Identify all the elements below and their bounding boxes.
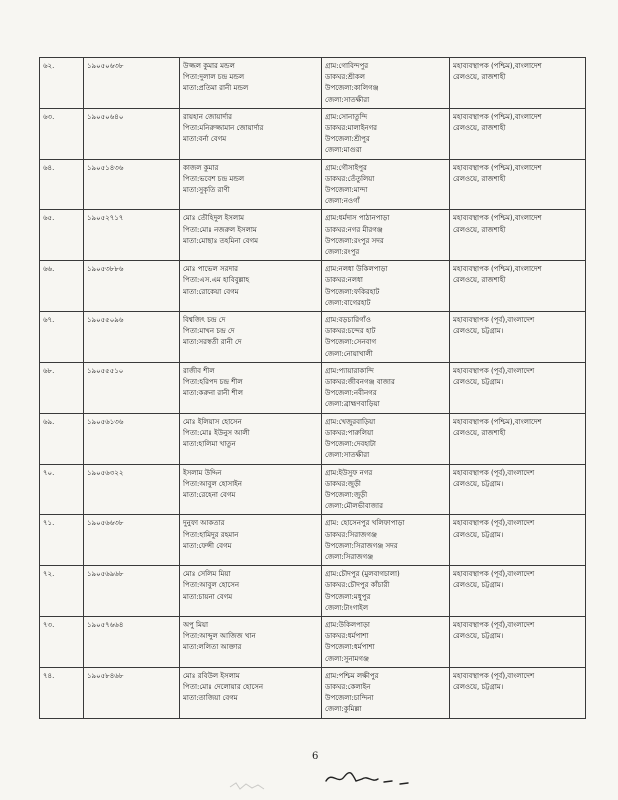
address-cell-line: উপজেলা:কালিগঞ্জ xyxy=(325,84,379,93)
address-cell xyxy=(322,667,450,718)
candidate-table-body xyxy=(40,58,586,719)
posting-cell xyxy=(450,616,586,667)
address-cell-line: ডাকঘর:নগর মীরগঞ্জ xyxy=(325,225,383,234)
serial-number-cell: ৬৪. xyxy=(40,159,84,210)
posting-cell xyxy=(450,159,586,210)
name-cell xyxy=(180,159,322,210)
address-cell-line: ডাকঘর:চন্দের হাট xyxy=(325,327,376,336)
address-cell xyxy=(322,515,450,566)
posting-cell-line: মহাব্যবস্থাপক (পূর্ব),বাংলাদেশ xyxy=(453,316,535,325)
posting-cell-line: মহাব্যবস্থাপক (পশ্চিম),বাংলাদেশ xyxy=(453,214,542,223)
serial-number-cell: ৬৮. xyxy=(40,362,84,413)
address-cell-line: জেলা:সুনামগঞ্জ xyxy=(325,654,369,663)
address-cell-line: গ্রাম:বড়চারিগাঁও xyxy=(325,316,371,325)
serial-number-cell: ৬২. xyxy=(40,58,84,109)
table-row xyxy=(40,616,586,667)
serial-number-cell: ৬৯. xyxy=(40,413,84,464)
address-cell-line: গ্রাম:চৌদপুর (মুলবাগচালা) xyxy=(325,570,400,579)
serial-number-cell: ৭৪. xyxy=(40,667,84,718)
name-cell-line: পিতা:মোঃ ইউনুস আলী xyxy=(183,428,250,437)
name-cell xyxy=(180,210,322,261)
address-cell xyxy=(322,261,450,312)
roll-number-cell: ১৯০৫২৭১৭ xyxy=(84,210,180,261)
name-cell xyxy=(180,515,322,566)
table-row xyxy=(40,108,586,159)
posting-cell-line: রেলওয়ে, চট্টগ্রাম। xyxy=(453,327,504,336)
posting-cell-line: মহাব্যবস্থাপক (পূর্ব),বাংলাদেশ xyxy=(453,570,535,579)
serial-number-cell: ৭৩. xyxy=(40,616,84,667)
address-cell-line: গ্রাম:গোবিন্দপুর xyxy=(325,62,369,70)
name-cell-line: মাতা:মোছাঃ তহমিনা বেগম xyxy=(183,236,259,245)
serial-number-cell: ৭১. xyxy=(40,515,84,566)
table-row xyxy=(40,566,586,617)
serial-number-cell: ৬৩. xyxy=(40,108,84,159)
signature-scribble xyxy=(322,767,412,789)
candidate-table xyxy=(39,57,586,719)
address-cell-line: ডাকঘর:পারুলিয়া xyxy=(325,428,374,437)
address-cell-line: উপজেলা:ফকিরহাট xyxy=(325,287,380,296)
posting-cell xyxy=(450,413,586,464)
name-cell-line: মাতা:তাজিয়া বেগম xyxy=(183,694,238,703)
address-cell xyxy=(322,464,450,515)
posting-cell-line: রেলওয়ে, রাজশাহী xyxy=(453,124,506,133)
posting-cell xyxy=(450,108,586,159)
posting-cell-line: মহাব্যবস্থাপক (পূর্ব),বাংলাদেশ xyxy=(453,519,535,528)
posting-cell xyxy=(450,464,586,515)
name-cell-line: ইসলাম উদ্দিন xyxy=(183,468,222,477)
address-cell-line: জেলা:মৌলভীবাজার xyxy=(325,502,383,511)
address-cell-line: জেলা:কুমিল্লা xyxy=(325,705,362,714)
address-cell-line: উপজেলা:সেনবাগ xyxy=(325,338,377,347)
posting-cell-line: মহাব্যবস্থাপক (পূর্ব),বাংলাদেশ xyxy=(453,671,535,680)
address-cell-line: উপজেলা:মধুপুর xyxy=(325,592,371,601)
name-cell-line: পিতা:মাখন চন্দ্র দে xyxy=(183,327,235,336)
posting-cell-line: রেলওয়ে, রাজশাহী xyxy=(453,73,506,82)
posting-cell xyxy=(450,210,586,261)
address-cell-line: গ্রাম:ইউসুফ নগর xyxy=(325,468,373,477)
name-cell-line: পিতা:দুলাল চন্দ্র মন্ডল xyxy=(183,73,245,82)
address-cell-line: জেলা:নওগাঁ xyxy=(325,197,360,206)
address-cell-line: উপজেলা:দেবহাটা xyxy=(325,440,376,449)
roll-number-cell: ১৯০৫৬৩২২ xyxy=(84,464,180,515)
roll-number-cell: ১৯০৫৬৯৬৮ xyxy=(84,566,180,617)
name-cell-line: কাজল কুমার xyxy=(183,163,219,172)
posting-cell xyxy=(450,566,586,617)
table-row xyxy=(40,413,586,464)
posting-cell-line: মহাব্যবস্থাপক (পশ্চিম),বাংলাদেশ xyxy=(453,417,542,426)
address-cell-line: জেলা:মাগুরা xyxy=(325,146,362,155)
name-cell-line: পিতা:মনিরুজ্জামান জোয়ার্দার xyxy=(183,124,264,133)
roll-number-cell: ১৯০৫০৬৪০ xyxy=(84,108,180,159)
posting-cell-line: মহাব্যবস্থাপক (পশ্চিম),বাংলাদেশ xyxy=(453,163,542,172)
roll-number-cell: ১৯০৫৬৬৩৮ xyxy=(84,515,180,566)
posting-cell xyxy=(450,58,586,109)
address-cell-line: উপজেলা:মান্দা xyxy=(325,186,368,195)
name-cell xyxy=(180,413,322,464)
address-cell-line: ডাকঘর:জুড়ী xyxy=(325,479,361,488)
table-row xyxy=(40,464,586,515)
name-cell xyxy=(180,566,322,617)
posting-cell-line: মহাব্যবস্থাপক (পশ্চিম),বাংলাদেশ xyxy=(453,112,542,121)
address-cell-line: জেলা:সাতক্ষীরা xyxy=(325,95,370,104)
roll-number-cell: ১৯০৫৫৫১০ xyxy=(84,362,180,413)
address-cell-line: ডাকঘর:মালাইনগর xyxy=(325,124,378,133)
name-cell xyxy=(180,312,322,363)
address-cell-line: উপজেলা:জুড়ী xyxy=(325,490,368,499)
address-cell-line: গ্রাম:উকিলপাড়া xyxy=(325,620,370,629)
address-cell xyxy=(322,108,450,159)
posting-cell-line: মহাব্যবস্থাপক (পশ্চিম),বাংলাদেশ xyxy=(453,62,542,70)
address-cell-line: ডাকঘর:তেঁতুলিয়া xyxy=(325,174,375,183)
posting-cell xyxy=(450,667,586,718)
name-cell xyxy=(180,616,322,667)
address-cell-line: গ্রাম: হোসেনপুর খলিফাপাড়া xyxy=(325,519,405,528)
name-cell-line: রাজীব শীল xyxy=(183,366,215,375)
name-cell-line: মোঃ সেলিম মিয়া xyxy=(183,570,231,579)
name-cell-line: মাতা:প্রতিমা রানী মন্ডল xyxy=(183,84,249,93)
name-cell-line: পিতা:হামিদুর রহমান xyxy=(183,530,239,539)
name-cell xyxy=(180,464,322,515)
serial-number-cell: ৭২. xyxy=(40,566,84,617)
address-cell-line: গ্রাম:ধর্মদাস পাঠানপাড়া xyxy=(325,214,390,223)
address-cell-line: ডাকঘর:জীবনগঞ্জ বাজার xyxy=(325,378,395,387)
address-cell-line: জেলা:টাংগাইল xyxy=(325,603,369,612)
serial-number-cell: ৬৬. xyxy=(40,261,84,312)
name-cell-line: উজ্জল কুমার মন্ডল xyxy=(183,62,235,70)
address-cell-line: গ্রাম:পশ্চিম লক্ষীপুর xyxy=(325,671,379,680)
address-cell-line: ডাকঘর:চৌদপুর কাঁচারী xyxy=(325,581,390,590)
page-number: 6 xyxy=(312,751,319,762)
name-cell-line: পিতা:হরিপদ চন্দ্র শীল xyxy=(183,378,243,387)
address-cell-line: উপজেলা:শ্রীপুর xyxy=(325,135,370,144)
name-cell xyxy=(180,362,322,413)
name-cell-line: পিতা:আব্দুল আজিজ খান xyxy=(183,632,256,641)
address-cell xyxy=(322,362,450,413)
posting-cell-line: রেলওয়ে, রাজশাহী xyxy=(453,174,506,183)
table-row xyxy=(40,58,586,109)
name-cell xyxy=(180,108,322,159)
name-cell-line: মোঃ তৌহিদুল ইসলাম xyxy=(183,214,245,223)
address-cell-line: উপজেলা:নবীনগর xyxy=(325,389,377,398)
table-row xyxy=(40,362,586,413)
name-cell xyxy=(180,58,322,109)
address-cell-line: গ্রাম:সোনাতুন্দি xyxy=(325,112,368,121)
address-cell xyxy=(322,58,450,109)
roll-number-cell: ১৯০৫৫০৯৬ xyxy=(84,312,180,363)
address-cell xyxy=(322,312,450,363)
table-row xyxy=(40,667,586,718)
address-cell-line: ডাকঘর:কেলাইন xyxy=(325,682,371,691)
address-cell-line: উপজেলা:রংপুর সদর xyxy=(325,236,384,245)
name-cell-line: পিতা:মোঃ নজরুল ইসলাম xyxy=(183,225,257,234)
address-cell-line: গ্রাম:গৌসাইপুর xyxy=(325,163,367,172)
name-cell-line: মাতা:হালিমা খাতুন xyxy=(183,440,236,449)
address-cell-line: ডাকঘর:শ্রীকল xyxy=(325,73,366,82)
roll-number-cell: ১৯০৫৭৬৬৪ xyxy=(84,616,180,667)
name-cell-line: মাতা:রোকেয়া বেগম xyxy=(183,287,239,296)
roll-number-cell: ১৯০৫১৪৩৬ xyxy=(84,159,180,210)
name-cell-line: মাতা:ফেন্সী বেগম xyxy=(183,541,232,550)
name-cell-line: মোঃ ইলিয়াস হোসেন xyxy=(183,417,242,426)
name-cell xyxy=(180,667,322,718)
address-cell xyxy=(322,210,450,261)
serial-number-cell: ৬৭. xyxy=(40,312,84,363)
address-cell-line: জেলা:নোয়াখালী xyxy=(325,349,373,358)
name-cell-line: মাতা:করুনা রানী শীল xyxy=(183,389,243,398)
table-row xyxy=(40,261,586,312)
posting-cell-line: রেলওয়ে, রাজশাহী xyxy=(453,225,506,234)
table-row xyxy=(40,210,586,261)
name-cell-line: মাতা:চায়না বেগম xyxy=(183,592,233,601)
address-cell-line: গ্রাম:নলধা উকিলপাড়া xyxy=(325,265,388,274)
posting-cell-line: রেলওয়ে, চট্টগ্রাম। xyxy=(453,378,504,387)
serial-number-cell: ৭০. xyxy=(40,464,84,515)
address-cell-line: জেলা:সিরাজগঞ্জ xyxy=(325,552,374,561)
posting-cell xyxy=(450,312,586,363)
posting-cell xyxy=(450,515,586,566)
address-cell-line: গ্রাম:খেজুরবাড়িয়া xyxy=(325,417,376,426)
posting-cell xyxy=(450,261,586,312)
posting-cell-line: মহাব্যবস্থাপক (পশ্চিম),বাংলাদেশ xyxy=(453,265,542,274)
name-cell-line: পিতা:ভবেশ চন্দ্র মন্ডল xyxy=(183,174,245,183)
name-cell-line: পিতা:এস.এম হাবিবুল্লাহ xyxy=(183,276,250,285)
posting-cell-line: রেলওয়ে, চট্টগ্রাম। xyxy=(453,530,504,539)
address-cell-line: জেলা:ব্রাহ্মণবাড়িয়া xyxy=(325,400,380,409)
table-row xyxy=(40,312,586,363)
name-cell-line: মাতা:ললিতা আক্তার xyxy=(183,643,242,652)
posting-cell-line: মহাব্যবস্থাপক (পূর্ব),বাংলাদেশ xyxy=(453,468,535,477)
posting-cell-line: রেলওয়ে, চট্টগ্রাম। xyxy=(453,682,504,691)
roll-number-cell: ১৯০৫০৬৩৮ xyxy=(84,58,180,109)
address-cell-line: জেলা:রংপুর xyxy=(325,248,360,257)
table-row xyxy=(40,515,586,566)
roll-number-cell: ১৯০৫৮৪৬৮ xyxy=(84,667,180,718)
name-cell xyxy=(180,261,322,312)
name-cell-line: মোঃ পাভেল সরদার xyxy=(183,265,238,274)
roll-number-cell: ১৯০৫৩৮৮৬ xyxy=(84,261,180,312)
address-cell-line: উপজেলা:সিরাজগঞ্জ সদর xyxy=(325,541,398,550)
name-cell-line: অপু মিয়া xyxy=(183,620,209,629)
name-cell-line: মোঃ রবিউল ইসলাম xyxy=(183,671,240,680)
name-cell-line: মাতা:সরস্বতী রানী দে xyxy=(183,338,242,347)
posting-cell-line: রেলওয়ে, রাজশাহী xyxy=(453,276,506,285)
name-cell-line: মাতা:সুকৃতি রাণী xyxy=(183,186,230,195)
table-row xyxy=(40,159,586,210)
name-cell-line: মাতা:রেহেনা বেগম xyxy=(183,490,236,499)
address-cell-line: ডাকঘর:ধর্মপাশা xyxy=(325,632,369,641)
posting-cell-line: মহাব্যবস্থাপক (পূর্ব),বাংলাদেশ xyxy=(453,620,535,629)
name-cell-line: রায়হান জোয়ার্দার xyxy=(183,112,232,121)
address-cell-line: জেলা:সাতক্ষীরা xyxy=(325,451,370,460)
address-cell-line: গ্রাম:প্যায়ারাকান্দি xyxy=(325,366,374,375)
address-cell-line: জেলা:বাগেরহাট xyxy=(325,298,371,307)
posting-cell-line: রেলওয়ে, রাজশাহী xyxy=(453,428,506,437)
name-cell-line: মাতা:বর্না বেগম xyxy=(183,135,227,144)
address-cell xyxy=(322,616,450,667)
address-cell-line: উপজেলা:চান্দিনা xyxy=(325,694,374,703)
name-cell-line: পিতা:মোঃ দেলোয়ার হোসেন xyxy=(183,682,264,691)
posting-cell-line: রেলওয়ে, চট্টগ্রাম। xyxy=(453,632,504,641)
posting-cell xyxy=(450,362,586,413)
name-cell-line: পিতা:আবুল হোসেন xyxy=(183,581,240,590)
address-cell-line: ডাকঘর:নলধা xyxy=(325,276,363,285)
address-cell-line: উপজেলা:ধর্মপাশা xyxy=(325,643,375,652)
faint-stamp-mark xyxy=(228,779,268,793)
address-cell xyxy=(322,159,450,210)
posting-cell-line: রেলওয়ে, চট্টগ্রাম। xyxy=(453,479,504,488)
roll-number-cell: ১৯০৫৬১৩৬ xyxy=(84,413,180,464)
posting-cell-line: রেলওয়ে, চট্টগ্রাম। xyxy=(453,581,504,590)
address-cell-line: ডাকঘর:সিরাজগঞ্জ xyxy=(325,530,377,539)
address-cell xyxy=(322,566,450,617)
posting-cell-line: মহাব্যবস্থাপক (পূর্ব),বাংলাদেশ xyxy=(453,366,535,375)
name-cell-line: পিতা:আবুল হোসাইন xyxy=(183,479,242,488)
address-cell xyxy=(322,413,450,464)
name-cell-line: বিশ্বজিৎ চন্দ্র দে xyxy=(183,316,226,325)
serial-number-cell: ৬৫. xyxy=(40,210,84,261)
name-cell-line: দুনুফা আকতার xyxy=(183,519,225,528)
